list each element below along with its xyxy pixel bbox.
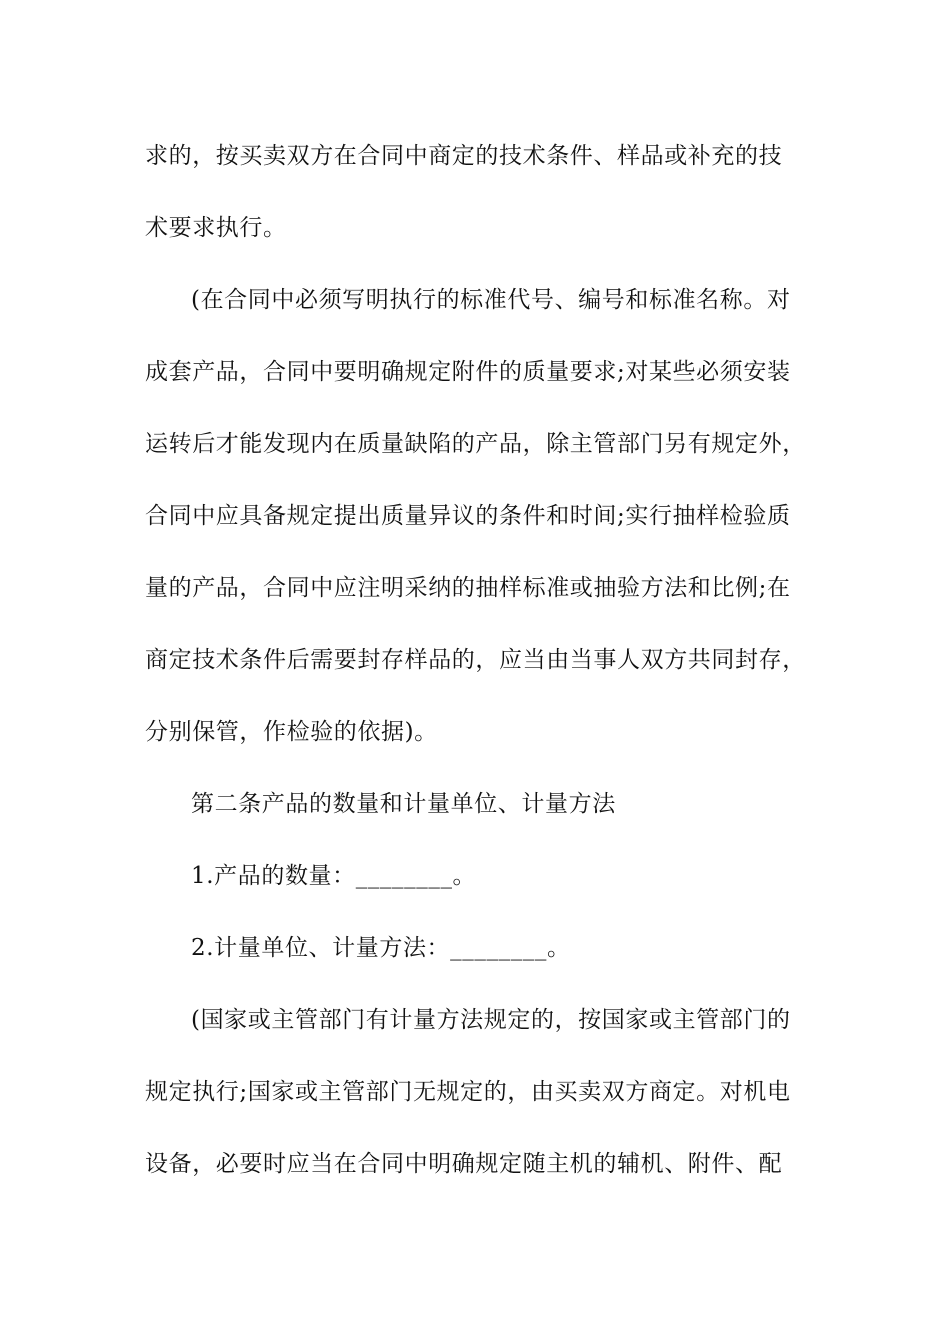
text-line: 2.计量单位、计量方法：________。 — [191, 935, 571, 961]
text-line: 分别保管，作检验的依据)。 — [145, 719, 438, 745]
text-line: (国家或主管部门有计量方法规定的，按国家或主管部门的 — [191, 1007, 791, 1033]
text-line: 成套产品，合同中要明确规定附件的质量要求;对某些必须安装 — [145, 359, 791, 385]
text-line: 运转后才能发现内在质量缺陷的产品，除主管部门另有规定外， — [145, 431, 806, 457]
document-body — [145, 120, 825, 1200]
text-line: (在合同中必须写明执行的标准代号、编号和标准名称。对 — [191, 287, 791, 313]
text-line: 量的产品，合同中应注明采纳的抽样标准或抽验方法和比例;在 — [145, 575, 791, 601]
text-line: 求的，按买卖双方在合同中商定的技术条件、样品或补充的技 — [145, 143, 783, 169]
text-line: 合同中应具备规定提出质量异议的条件和时间;实行抽样检验质 — [145, 503, 791, 529]
text-line: 术要求执行。 — [145, 215, 287, 241]
text-line: 商定技术条件后需要封存样品的，应当由当事人双方共同封存， — [145, 647, 806, 673]
text-line: 设备，必要时应当在合同中明确规定随主机的辅机、附件、配 — [145, 1151, 783, 1177]
section-heading: 第二条产品的数量和计量单位、计量方法 — [191, 791, 616, 817]
text-line: 规定执行;国家或主管部门无规定的，由买卖双方商定。对机电 — [145, 1079, 791, 1105]
text-line: 1.产品的数量：________。 — [191, 863, 477, 889]
